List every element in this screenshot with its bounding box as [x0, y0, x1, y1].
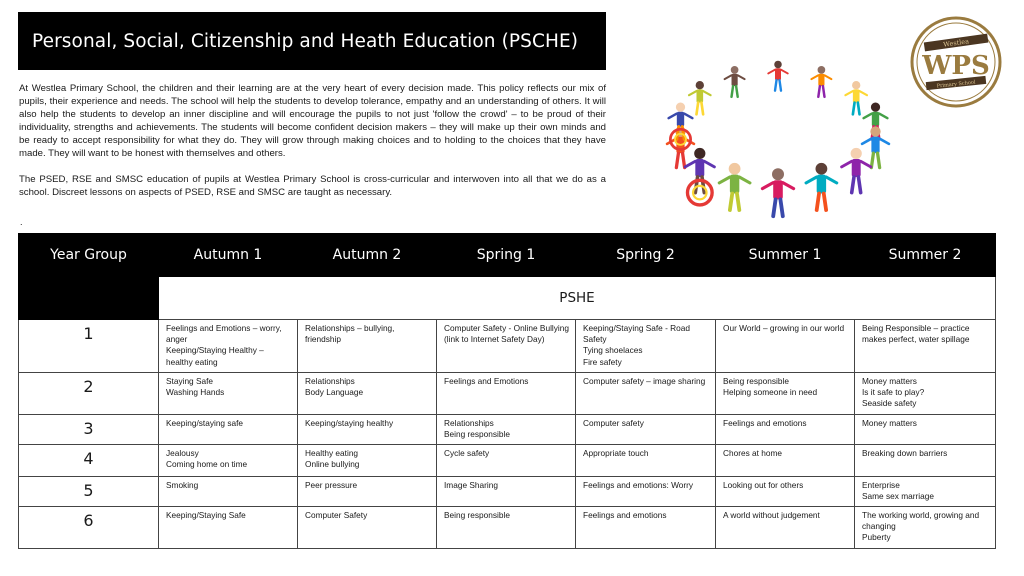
topic-cell: Being Responsible – practice makes perfect, water spillage: [855, 320, 996, 373]
topic-cell: Being responsible Helping someone in need: [716, 373, 855, 415]
child-leg: [871, 153, 873, 167]
topic-cell: Jealousy Coming home on time: [159, 445, 298, 477]
table-header-row: [19, 234, 996, 277]
child-leg: [773, 199, 775, 216]
child-figure: [845, 81, 867, 114]
child-arm: [725, 75, 732, 79]
child-figure: [719, 163, 750, 210]
child-leg: [852, 177, 854, 193]
wheelchair-wheel: [687, 180, 712, 205]
logo-initials: WPS: [922, 51, 990, 81]
child-figure: [685, 148, 714, 205]
curriculum-table: [18, 233, 996, 549]
table-row: [19, 507, 996, 549]
child-head: [729, 163, 741, 175]
child-leg: [858, 177, 860, 193]
header-autumn-2: Autumn 2: [298, 234, 437, 277]
child-head: [772, 168, 784, 180]
intro-paragraph-2: The PSED, RSE and SMSC education of pupils at Westlea Primary School is cross-curricular and interwoven into all that we do as a school. Discreet lessons on aspects of PSED, RSE and SMSC are taught as necessary.: [19, 174, 606, 198]
children-circle-illustration: [648, 30, 908, 235]
table-row: [19, 320, 996, 373]
year-group-cell: 4: [19, 445, 159, 477]
child-figure: [689, 81, 711, 114]
child-leg: [730, 194, 732, 211]
table-row: [19, 373, 996, 415]
topic-cell: Looking out for others: [716, 477, 855, 507]
blank-header-cell: [19, 277, 159, 320]
topic-cell: A world without judgement: [716, 507, 855, 549]
topic-cell: The working world, growing and changing Puberty: [855, 507, 996, 549]
child-arm: [768, 70, 775, 74]
child-leg: [780, 199, 782, 216]
year-group-cell: 1: [19, 320, 159, 373]
topic-cell: Keeping/Staying Safe: [159, 507, 298, 549]
header-autumn-1: Autumn 1: [159, 234, 298, 277]
child-figure: [667, 126, 694, 167]
topic-cell: Staying Safe Washing Hands: [159, 373, 298, 415]
child-leg: [736, 86, 738, 97]
child-arm: [684, 114, 692, 119]
child-leg: [701, 103, 703, 115]
child-leg: [775, 80, 777, 91]
child-head: [871, 103, 880, 112]
header-summer-2: Summer 2: [855, 234, 996, 277]
header-spring-1: Spring 1: [437, 234, 576, 277]
year-group-cell: 6: [19, 507, 159, 549]
child-arm: [824, 75, 831, 79]
topic-cell: Being responsible: [437, 507, 576, 549]
child-leg: [824, 194, 826, 211]
topic-cell: Peer pressure: [298, 477, 437, 507]
child-arm: [861, 161, 871, 167]
child-leg: [696, 103, 698, 115]
child-figure: [862, 126, 889, 167]
topic-cell: Enterprise Same sex marriage: [855, 477, 996, 507]
child-head: [694, 148, 705, 159]
child-arm: [879, 114, 887, 119]
child-leg: [878, 153, 880, 167]
child-figure: [811, 66, 831, 97]
topic-cell: Feelings and emotions: Worry: [576, 477, 716, 507]
table-row: [19, 415, 996, 445]
topic-cell: Image Sharing: [437, 477, 576, 507]
trailing-mark: .: [20, 217, 23, 227]
year-group-cell: 3: [19, 415, 159, 445]
table-row: [19, 445, 996, 477]
topic-cell: Money matters Is it safe to play? Seaside safety: [855, 373, 996, 415]
topic-cell: Computer Safety - Online Bullying (link to Internet Safety Day): [437, 320, 576, 373]
subheader-row: [19, 277, 996, 320]
child-arm: [762, 183, 773, 189]
child-head: [851, 148, 862, 159]
topic-cell: Healthy eating Online bullying: [298, 445, 437, 477]
topic-cell: Appropriate touch: [576, 445, 716, 477]
child-arm: [704, 161, 714, 167]
child-figure: [768, 61, 788, 91]
topic-cell: Feelings and emotions: [576, 507, 716, 549]
child-head: [816, 163, 828, 175]
child-head: [852, 81, 860, 89]
child-arm: [703, 91, 710, 95]
child-figure: [806, 163, 837, 210]
child-figure: [725, 66, 745, 97]
child-head: [731, 66, 739, 74]
topic-cell: Smoking: [159, 477, 298, 507]
logo-top-text: Westlea: [942, 37, 970, 49]
child-arm: [719, 177, 730, 183]
child-head: [774, 61, 782, 68]
child-leg: [817, 194, 819, 211]
topic-cell: Our World – growing in our world: [716, 320, 855, 373]
child-leg: [853, 103, 855, 115]
topic-cell: Feelings and Emotions – worry, anger Keeping/Staying Healthy – healthy eating: [159, 320, 298, 373]
header-summer-1: Summer 1: [716, 234, 855, 277]
logo-bottom-text: Primary School: [936, 79, 976, 90]
child-head: [818, 66, 826, 74]
header-year-group: Year Group: [19, 234, 159, 277]
child-arm: [685, 161, 695, 167]
topic-cell: Cycle safety: [437, 445, 576, 477]
topic-cell: Keeping/staying safe: [159, 415, 298, 445]
topic-cell: Feelings and Emotions: [437, 373, 576, 415]
child-head: [676, 103, 685, 112]
child-leg: [823, 86, 825, 97]
child-arm: [862, 139, 871, 144]
intro-text: [19, 82, 606, 199]
topic-cell: Relationships – bullying, friendship: [298, 320, 437, 373]
child-leg: [737, 194, 739, 211]
child-figure: [842, 148, 871, 193]
child-arm: [811, 75, 818, 79]
topic-cell: Keeping/Staying Safe - Road Safety Tying shoelaces Fire safety: [576, 320, 716, 373]
child-head: [870, 126, 880, 136]
topic-cell: Computer Safety: [298, 507, 437, 549]
child-arm: [864, 114, 872, 119]
child-leg: [858, 103, 860, 115]
child-arm: [826, 177, 837, 183]
topic-cell: Relationships Being responsible: [437, 415, 576, 445]
child-head: [696, 81, 704, 89]
child-leg: [683, 153, 685, 167]
child-arm: [860, 91, 867, 95]
child-arm: [738, 75, 745, 79]
topic-cell: Money matters: [855, 415, 996, 445]
child-arm: [783, 183, 794, 189]
topic-cell: Keeping/staying healthy: [298, 415, 437, 445]
header-spring-2: Spring 2: [576, 234, 716, 277]
year-group-cell: 2: [19, 373, 159, 415]
child-arm: [806, 177, 817, 183]
topic-cell: Computer safety: [576, 415, 716, 445]
child-leg: [732, 86, 734, 97]
child-arm: [669, 114, 677, 119]
child-arm: [842, 161, 852, 167]
intro-paragraph-1: At Westlea Primary School, the children and their learning are at the very heart of every decision made. This policy reflects our mix of pupils, their experience and needs. The school will help the students to develop tolerance, empathy and an understanding of others. It will also help the students to develop an inner discipline and will encourage the pupils to not just 'follow the crowd' – to be proud of their individuality, strengths and achievements. The students will become confident decision makers – they will make up their own minds and be ready to accept responsibility for what they do. They will grow through making choices and to holding to the choices that they have made. They will want to be honest with themselves and others.: [19, 83, 606, 159]
table-row: [19, 477, 996, 507]
topic-cell: Relationships Body Language: [298, 373, 437, 415]
topic-cell: Breaking down barriers: [855, 445, 996, 477]
child-arm: [739, 177, 750, 183]
child-arm: [781, 70, 788, 74]
child-arm: [689, 91, 696, 95]
topic-cell: Chores at home: [716, 445, 855, 477]
year-group-cell: 5: [19, 477, 159, 507]
topic-cell: Computer safety – image sharing: [576, 373, 716, 415]
child-leg: [676, 153, 678, 167]
child-figure: [762, 168, 793, 216]
child-leg: [818, 86, 820, 97]
child-leg: [780, 80, 782, 91]
topic-cell: Feelings and emotions: [716, 415, 855, 445]
child-arm: [880, 139, 889, 144]
pshe-subheader: PSHE: [159, 277, 996, 320]
school-logo: [910, 16, 1002, 108]
child-arm: [845, 91, 852, 95]
page-title: Personal, Social, Citizenship and Heath Education (PSCHE): [18, 12, 606, 70]
